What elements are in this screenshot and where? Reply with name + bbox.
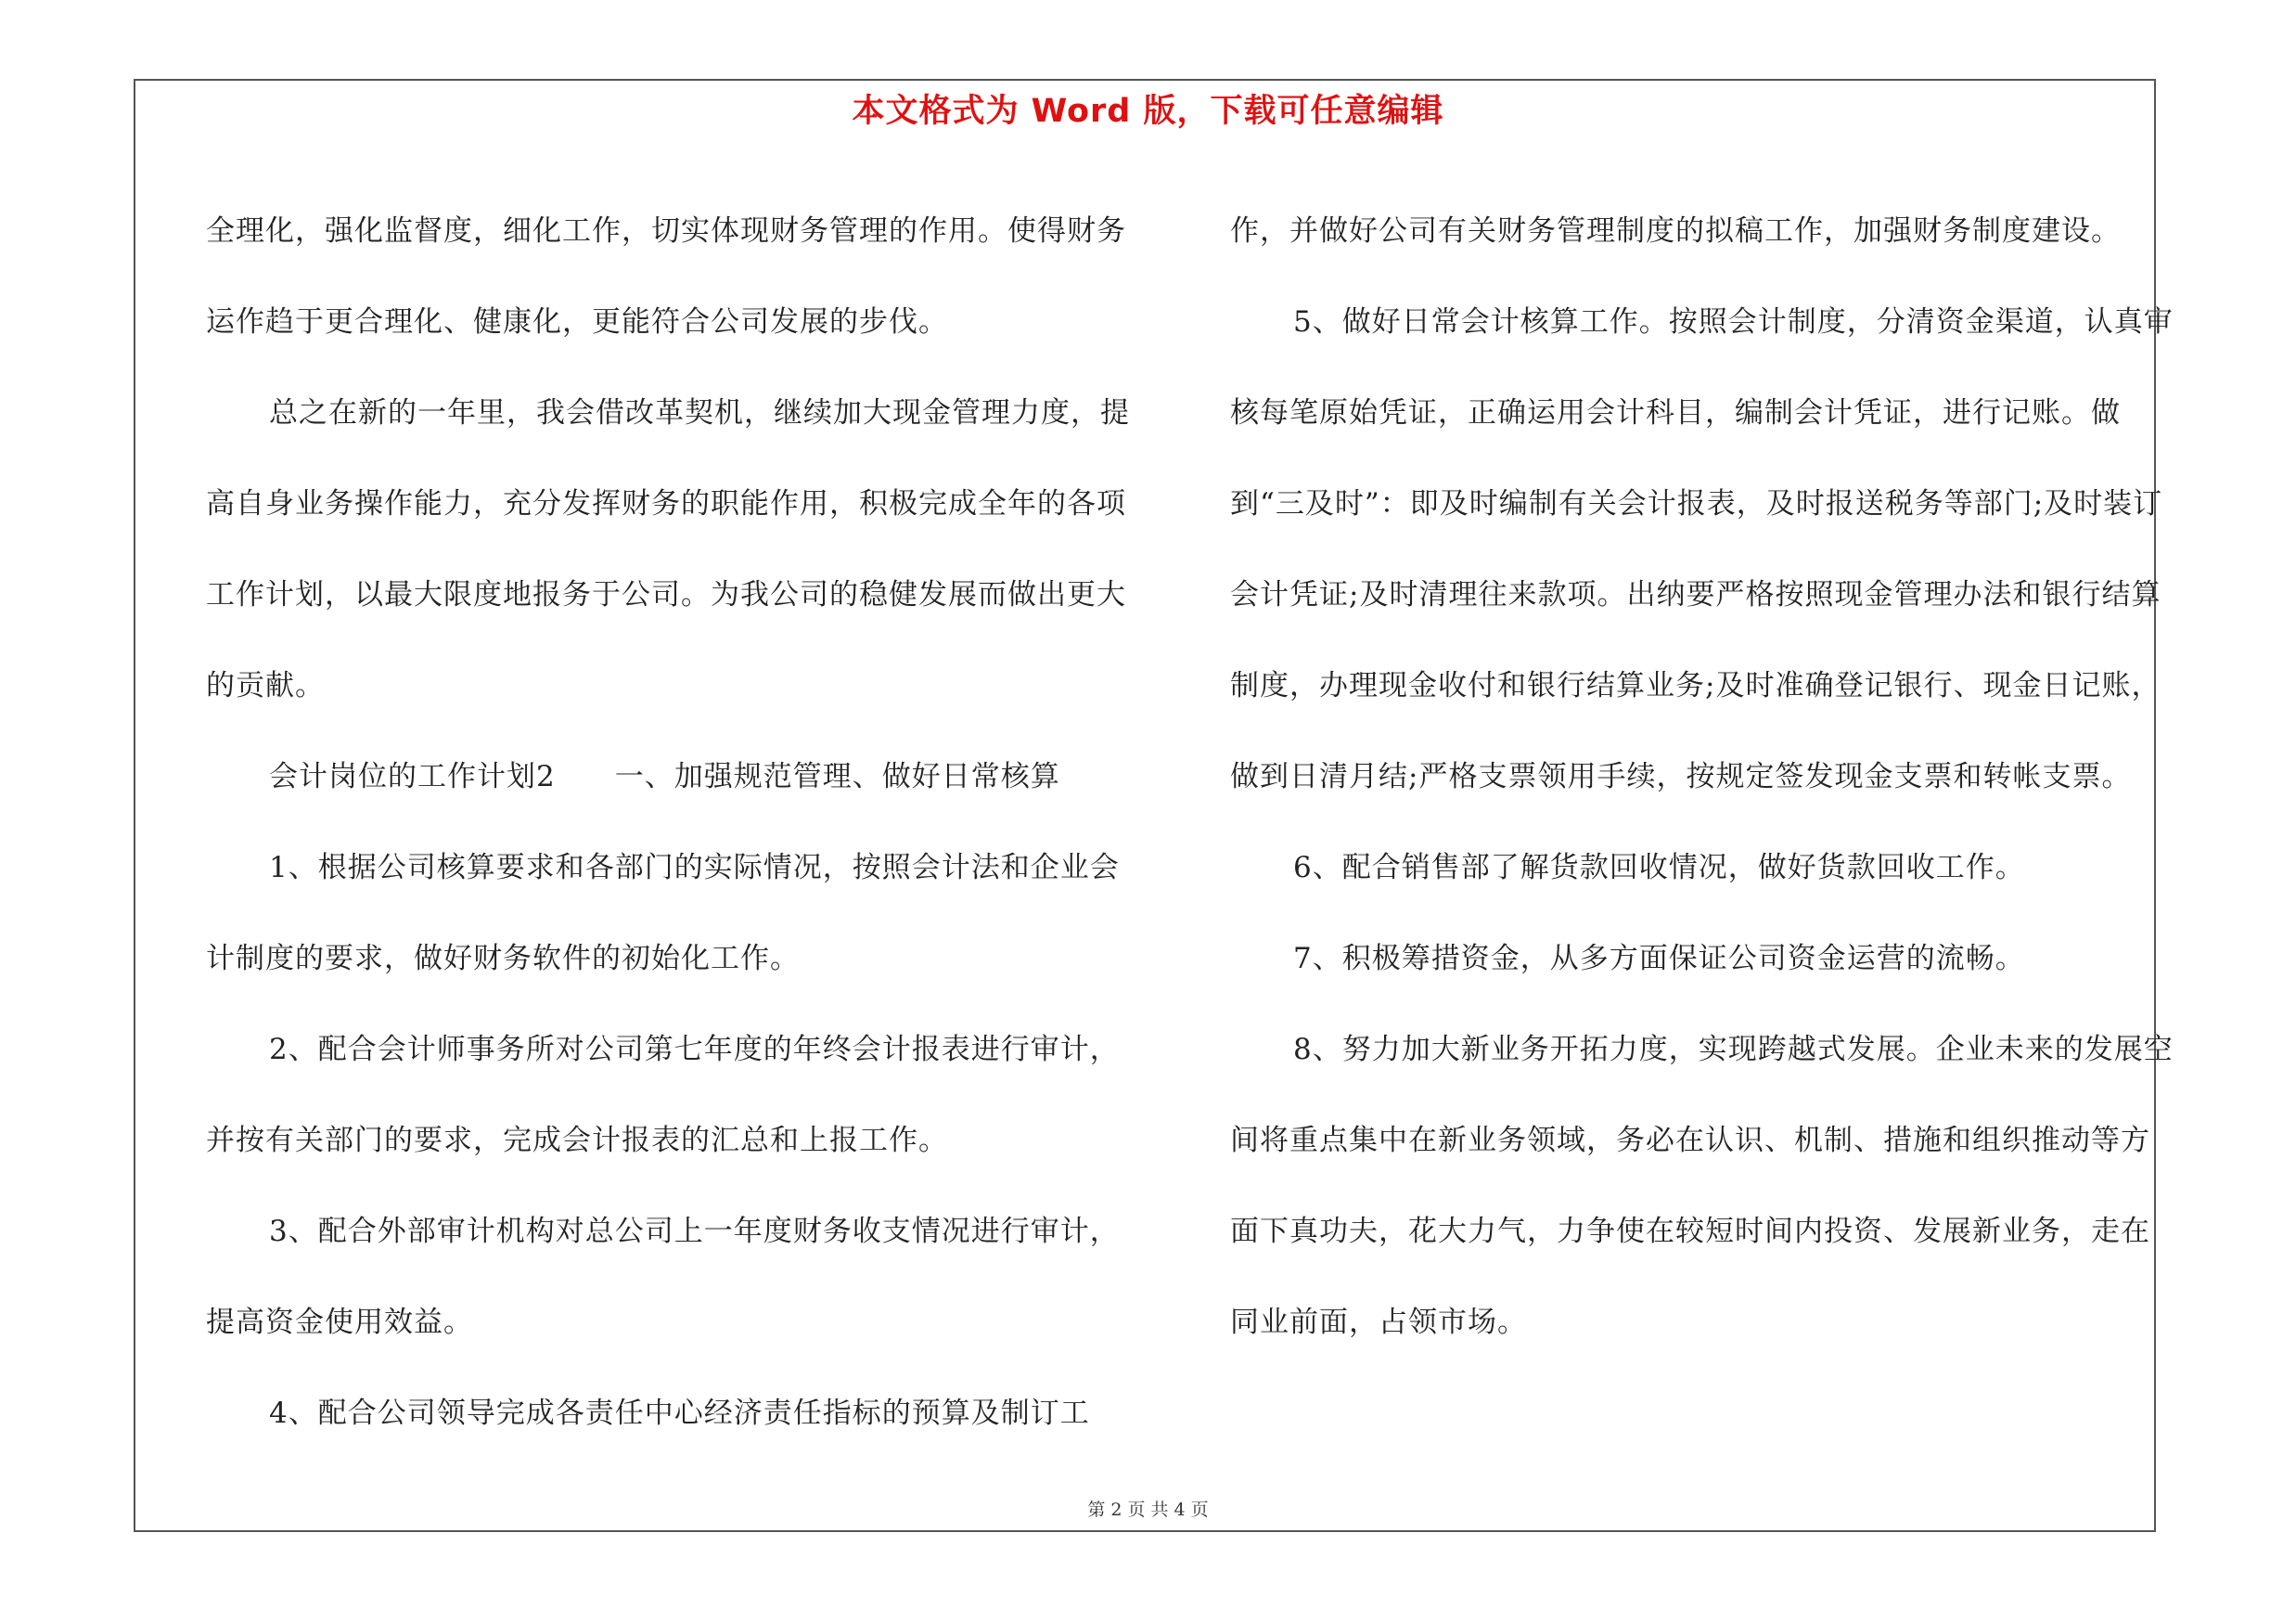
paragraph: 作，并做好公司有关财务管理制度的拟稿工作，加强财务制度建设。 [1230, 214, 2121, 248]
page-number: 第 2 页 共 4 页 [1087, 1500, 1209, 1520]
paragraph: 7、积极筹措资金，从多方面保证公司资金运营的流畅。 [1293, 942, 2025, 975]
left-text-column [206, 186, 1134, 1459]
paragraph: 6、配合销售部了解货款回收情况，做好货款回收工作。 [1293, 851, 2025, 884]
paragraph: 5、做好日常会计核算工作。按照会计制度，分清资金渠道，认真审核每笔原始凭证，正确运用会计科目，编制会计凭证，进行记账。做到“三及时”：即及时编制有关会计报表，及时报送税务等部门;及时装订会计凭证;及时清理往来款项。出纳要严格按照现金管理办法和银行结算制度，办理现金收付和银行结算业务;及时准确登记银行、现金日记账，做到日清月结;严格支票领用手续，按规定签发现金支票和转帐支票。 [1230, 305, 2174, 793]
paragraph: 全理化，强化监督度，细化工作，切实体现财务管理的作用。使得财务运作趋于更合理化、健康化，更能符合公司发展的步伐。 [206, 214, 1126, 339]
right-text-column [1230, 186, 2176, 1368]
paragraph: 总之在新的一年里，我会借改革契机，继续加大现金管理力度，提高自身业务操作能力，充分发挥财务的职能作用，积极完成全年的各项工作计划，以最大限度地报务于公司。为我公司的稳健发展而做出更大的贡献。 [206, 396, 1130, 702]
section-heading: 会计岗位的工作计划2 一、加强规范管理、做好日常核算 [269, 760, 1060, 793]
format-notice-banner: 本文格式为 Word 版，下载可任意编辑 [852, 93, 1444, 130]
paragraph: 4、配合公司领导完成各责任中心经济责任指标的预算及制订工 [269, 1397, 1090, 1430]
paragraph: 3、配合外部审计机构对总公司上一年度财务收支情况进行审计，提高资金使用效益。 [206, 1215, 1120, 1339]
paragraph: 1、根据公司核算要求和各部门的实际情况，按照会计法和企业会计制度的要求，做好财务软件的初始化工作。 [206, 851, 1120, 975]
paragraph: 2、配合会计师事务所对公司第七年度的年终会计报表进行审计，并按有关部门的要求，完成会计报表的汇总和上报工作。 [206, 1033, 1120, 1157]
paragraph: 8、努力加大新业务开拓力度，实现跨越式发展。企业未来的发展空间将重点集中在新业务领域，务必在认识、机制、措施和组织推动等方面下真功夫，花大力气，力争使在较短时间内投资、发展新业务，走在同业前面，占领市场。 [1230, 1033, 2174, 1339]
